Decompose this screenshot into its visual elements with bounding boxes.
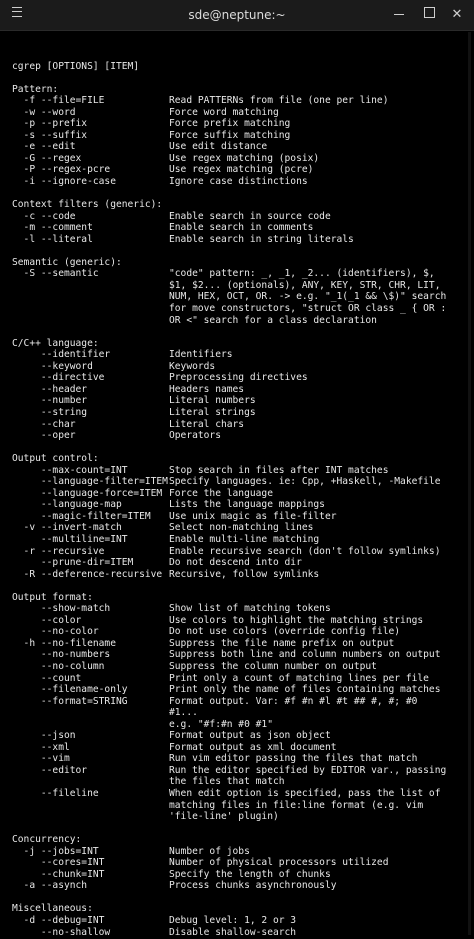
scrollbar[interactable] xyxy=(468,32,471,935)
option-flag: --json xyxy=(12,730,76,742)
option-description: Force word matching xyxy=(169,106,279,118)
option-description: Ignore case distinctions xyxy=(169,176,308,188)
option-row xyxy=(12,811,468,823)
option-row xyxy=(12,788,468,800)
option-description: Literal chars xyxy=(169,418,245,430)
option-flag: --char xyxy=(12,418,76,430)
option-flag: -h --no-filename xyxy=(12,637,116,649)
option-flag: --header xyxy=(12,383,88,395)
option-row xyxy=(12,753,468,765)
option-description: Number of jobs xyxy=(169,845,250,857)
blank-line xyxy=(12,188,468,200)
option-row xyxy=(12,465,468,477)
option-description: Preprocessing directives xyxy=(169,372,308,384)
option-row xyxy=(12,546,468,558)
option-row xyxy=(12,118,468,130)
line-text: Concurrency: xyxy=(12,834,82,846)
option-flag: --keyword xyxy=(12,360,93,372)
option-flag: -P --regex-pcre xyxy=(12,164,111,176)
option-flag: -a --asynch xyxy=(12,880,88,892)
option-row xyxy=(12,291,468,303)
option-description: Print only the name of files containing matches xyxy=(169,684,441,696)
option-row xyxy=(12,603,468,615)
blank-line xyxy=(12,442,468,454)
option-flag: -v --invert-match xyxy=(12,522,122,534)
option-row xyxy=(12,234,468,246)
window-title: sde@neptune:~ xyxy=(188,8,286,22)
option-row xyxy=(12,730,468,742)
section-header xyxy=(12,592,468,604)
option-description: Lists the language mappings xyxy=(169,499,325,511)
line-text: Output format: xyxy=(12,591,93,603)
option-description: 'file-line' plugin) xyxy=(169,811,279,823)
option-flag: --no-shallow xyxy=(12,926,111,938)
option-description: Force the language xyxy=(169,487,273,499)
option-row xyxy=(12,707,468,719)
line-text: Context filters (generic): xyxy=(12,199,163,211)
option-description: Use unix magic as file-filter xyxy=(169,510,337,522)
option-row xyxy=(12,661,468,673)
blank-line xyxy=(12,823,468,835)
option-description: Suppress both line and column numbers on output xyxy=(169,649,441,661)
option-row xyxy=(12,776,468,788)
option-description: Select non-matching lines xyxy=(169,522,314,534)
option-flag: --editor xyxy=(12,764,88,776)
option-row xyxy=(12,407,468,419)
option-row xyxy=(12,742,468,754)
option-description: the files that match xyxy=(169,776,285,788)
option-flag: --no-column xyxy=(12,660,105,672)
option-row xyxy=(12,534,468,546)
option-description: Specify languages. ie: Cpp, +Haskell, -Makefile xyxy=(169,476,441,488)
option-flag: -d --debug=INT xyxy=(12,915,105,927)
option-flag: --prune-dir=ITEM xyxy=(12,557,134,569)
option-flag: --show-match xyxy=(12,603,111,615)
option-description: Literal numbers xyxy=(169,395,256,407)
line-text: cgrep [OPTIONS] [ITEM] xyxy=(12,60,140,72)
section-header xyxy=(12,453,468,465)
option-flag: --color xyxy=(12,614,82,626)
option-row xyxy=(12,511,468,523)
line-text: Semantic (generic): xyxy=(12,256,122,268)
option-description: Enable multi-line matching xyxy=(169,533,320,545)
line-text: C/C++ language: xyxy=(12,337,99,349)
option-flag: -p --prefix xyxy=(12,118,88,130)
option-description: OR <" search for a class declaration xyxy=(169,314,377,326)
option-description: Print only a count of matching lines per file xyxy=(169,672,429,684)
option-row xyxy=(12,349,468,361)
section-header xyxy=(12,257,468,269)
option-flag: --string xyxy=(12,406,88,418)
blank-line xyxy=(12,49,468,61)
option-row xyxy=(12,419,468,431)
option-description: Operators xyxy=(169,430,221,442)
option-flag: -i --ignore-case xyxy=(12,176,116,188)
option-row xyxy=(12,488,468,500)
option-row xyxy=(12,430,468,442)
option-description: Force prefix matching xyxy=(169,118,291,130)
option-row xyxy=(12,153,468,165)
option-flag: --directive xyxy=(12,372,105,384)
terminal-output[interactable] xyxy=(12,49,468,938)
option-flag: --chunk=INT xyxy=(12,868,105,880)
option-row xyxy=(12,222,468,234)
option-flag: -s --suffix xyxy=(12,129,88,141)
option-row xyxy=(12,130,468,142)
option-row xyxy=(12,303,468,315)
option-flag: --number xyxy=(12,395,88,407)
option-flag: --cores=INT xyxy=(12,857,105,869)
option-description: Recursive, follow symlinks xyxy=(169,568,320,580)
option-flag: -G --regex xyxy=(12,152,82,164)
option-description: Number of physical processors utilized xyxy=(169,857,389,869)
option-description: When edit option is specified, pass the list of xyxy=(169,788,441,799)
option-row xyxy=(12,268,468,280)
option-description: Suppress the file name prefix on output xyxy=(169,637,395,649)
option-flag: --xml xyxy=(12,741,70,753)
option-description: Disable shallow-search xyxy=(169,926,297,938)
option-description: Identifiers xyxy=(169,349,233,361)
option-row xyxy=(12,499,468,511)
option-flag: --fileline xyxy=(12,788,99,799)
option-description: Show list of matching tokens xyxy=(169,603,331,615)
section-header xyxy=(12,903,468,915)
option-row xyxy=(12,107,468,119)
option-row xyxy=(12,927,468,939)
option-flag: -r --recursive xyxy=(12,545,105,557)
option-row xyxy=(12,684,468,696)
blank-line xyxy=(12,580,468,592)
option-flag: --vim xyxy=(12,753,70,765)
option-row xyxy=(12,880,468,892)
option-description: e.g. "#f:#n #0 #1" xyxy=(169,718,273,730)
option-row xyxy=(12,522,468,534)
minimize-icon[interactable] xyxy=(388,5,410,25)
option-flag: --language-force=ITEM xyxy=(12,487,163,499)
option-row xyxy=(12,95,468,107)
option-flag: -j --jobs=INT xyxy=(12,845,99,857)
section-header xyxy=(12,834,468,846)
option-row xyxy=(12,719,468,731)
command-line xyxy=(12,61,468,73)
option-description: matching files in file:line format (e.g. vim xyxy=(169,799,424,811)
option-description: Specify the length of chunks xyxy=(169,868,331,880)
option-flag: --max-count=INT xyxy=(12,464,128,476)
option-row xyxy=(12,395,468,407)
option-description: Enable search in comments xyxy=(169,222,314,234)
line-text: Pattern: xyxy=(12,83,59,95)
option-description: Force suffix matching xyxy=(169,129,291,141)
option-flag: --oper xyxy=(12,430,76,442)
option-row xyxy=(12,673,468,685)
option-description: Use regex matching (posix) xyxy=(169,152,320,164)
option-flag: --language-filter=ITEM xyxy=(12,476,168,488)
option-description: Do not use colors (override config file) xyxy=(169,626,401,638)
section-header xyxy=(12,338,468,350)
option-description: Suppress the column number on output xyxy=(169,660,377,672)
option-flag: -R --deference-recursive xyxy=(12,568,163,580)
close-icon[interactable]: ✕ xyxy=(451,7,463,22)
option-description: #1... xyxy=(169,707,198,719)
option-description: Format output as xml document xyxy=(169,741,337,753)
option-description: for move constructors, "struct OR class _ { OR : xyxy=(169,303,447,315)
option-description: Use edit distance xyxy=(169,141,268,153)
option-flag: -S --semantic xyxy=(12,268,99,280)
option-flag: --no-numbers xyxy=(12,649,111,661)
blank-line xyxy=(12,892,468,904)
option-description: Enable search in string literals xyxy=(169,233,354,245)
option-row xyxy=(12,869,468,881)
option-row xyxy=(12,164,468,176)
option-row xyxy=(12,696,468,708)
option-flag: -w --word xyxy=(12,106,76,118)
option-flag: --magic-filter=ITEM xyxy=(12,510,151,522)
option-description: Format output as json object xyxy=(169,730,331,742)
line-text: Miscellaneous: xyxy=(12,903,93,915)
option-row xyxy=(12,141,468,153)
option-description: Enable search in source code xyxy=(169,210,331,222)
option-flag: --language-map xyxy=(12,499,122,511)
option-description: Format output. Var: #f #n #l #t ## #, #; #0 xyxy=(169,695,418,707)
option-row xyxy=(12,211,468,223)
section-header xyxy=(12,84,468,96)
option-description: Process chunks asynchronously xyxy=(169,880,337,892)
option-description: Keywords xyxy=(169,360,216,372)
line-text: Output control: xyxy=(12,453,99,465)
blank-line xyxy=(12,245,468,257)
option-description: NUM, HEX, OCT, OR. -> e.g. "_1(_1 && \$)" search xyxy=(169,291,447,303)
option-flag: -f --file=FILE xyxy=(12,95,105,107)
option-flag: --multiline=INT xyxy=(12,533,128,545)
option-row xyxy=(12,176,468,188)
option-description: Use colors to highlight the matching strings xyxy=(169,614,424,626)
option-row xyxy=(12,569,468,581)
option-row xyxy=(12,626,468,638)
option-flag: --identifier xyxy=(12,349,111,361)
title-bar[interactable] xyxy=(0,0,474,31)
option-flag: --format=STRING xyxy=(12,695,128,707)
option-description: Literal strings xyxy=(169,406,256,418)
option-row xyxy=(12,846,468,858)
option-description: Enable recursive search (don't follow symlinks) xyxy=(169,545,441,557)
maximize-icon[interactable] xyxy=(418,5,440,25)
section-header xyxy=(12,199,468,211)
option-flag: -m --comment xyxy=(12,222,93,234)
option-row xyxy=(12,857,468,869)
option-description: Use regex matching (pcre) xyxy=(169,164,314,176)
option-row xyxy=(12,476,468,488)
option-row xyxy=(12,315,468,327)
option-row xyxy=(12,557,468,569)
option-description: Headers names xyxy=(169,383,245,395)
option-description: $1, $2... (optionals), ANY, KEY, STR, CHR, LIT, xyxy=(169,279,441,291)
option-description: Read PATTERNs from file (one per line) xyxy=(169,95,389,107)
option-description: Run the editor specified by EDITOR var., passing xyxy=(169,764,447,776)
option-row xyxy=(12,615,468,627)
option-row xyxy=(12,765,468,777)
option-description: Run vim editor passing the files that match xyxy=(169,753,418,765)
blank-line xyxy=(12,72,468,84)
option-row xyxy=(12,638,468,650)
blank-line xyxy=(12,326,468,338)
option-description: Stop search in files after INT matches xyxy=(169,464,389,476)
option-flag: -c --code xyxy=(12,210,76,222)
option-row xyxy=(12,280,468,292)
option-flag: --count xyxy=(12,672,82,684)
option-flag: -e --edit xyxy=(12,141,76,153)
option-row xyxy=(12,361,468,373)
option-flag: --no-color xyxy=(12,626,99,638)
option-description: Do not descend into dir xyxy=(169,557,302,569)
option-flag: -l --literal xyxy=(12,233,93,245)
option-row xyxy=(12,384,468,396)
option-row xyxy=(12,649,468,661)
option-description: "code" pattern: _, _1, _2... (identifiers), $, xyxy=(169,268,435,280)
option-flag: --filename-only xyxy=(12,684,128,696)
option-description: Debug level: 1, 2 or 3 xyxy=(169,915,297,927)
option-row xyxy=(12,800,468,812)
option-row xyxy=(12,372,468,384)
option-row xyxy=(12,915,468,927)
